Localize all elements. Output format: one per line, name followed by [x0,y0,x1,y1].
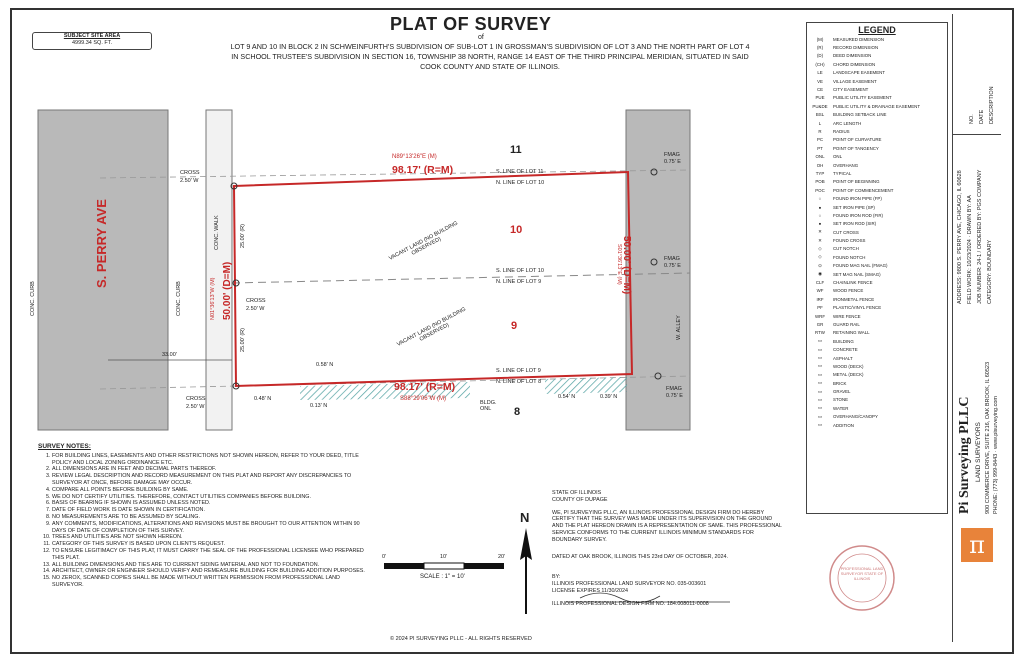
legend-symbol: ▭ [817,405,823,411]
info-line-4: CATEGORY: BOUNDARY [987,239,993,304]
legend-label: WIRE FENCE [833,313,861,319]
legend-label: FOUND IRON PIPE (FP) [833,196,882,202]
legend-label: RETAINING WALL [833,330,870,336]
legend-label: CUT CROSS [833,229,859,235]
legend-label: POINT OF COMMENCEMENT [833,187,894,193]
fmag-se-label: FMAG [666,386,682,392]
revision-description: DESCRIPTION [989,86,995,124]
legend-symbol: WRF [815,313,825,319]
legend-symbol: ◉ [818,271,822,277]
legend-symbol: BSL [815,112,825,118]
copyright: © 2024 PI SURVEYING PLLC - ALL RIGHTS RESERVED [390,636,532,642]
note-item: 5. WE DO NOT CERTIFY UTILITIES. THEREFORE, CONTACT UTILITIES COMPANIES BEFORE BUILDING. [52,494,368,501]
scale-tick-10: 10' [440,554,448,560]
legend-label: VILLAGE EASEMENT [833,78,877,84]
legend-label: GUARD RAIL [833,321,860,327]
legend-symbol: ● [818,204,822,210]
legend-item [807,211,947,219]
legend-item [807,178,947,186]
cert-license-exp: LICENSE EXPIRES 11/30/2024 [552,587,629,594]
cross-nw-label: CROSS [180,170,200,176]
legend-item [807,94,947,102]
scale-bar-black [384,563,424,569]
company-subtitle: LAND SURVEYORS [975,422,982,482]
walk-label: CONC. WALK [214,215,220,250]
s-line-lot-10: S. LINE OF LOT 10 [496,268,544,274]
legend-symbol: PF [817,305,823,311]
legend-symbol: PC [816,137,824,143]
s-line-lot-9: S. LINE OF LOT 9 [496,368,541,374]
offset-054: 0.54' N [558,394,576,400]
legend-symbol: PT [817,145,823,151]
west-distance: 50.00' (D=M) [222,261,233,320]
legend-label: FOUND CROSS [833,238,866,244]
legend-item [807,404,947,412]
seal-text: PROFESSIONAL LAND SURVEYOR STATE OF ILLINOIS [840,566,884,581]
info-line-2: FIELD WORK: 10/23/2024 · DRAWN BY: AA [967,195,973,304]
dim-25-lower: 25.00' (R) [240,328,246,352]
scale-tick-20: 20' [498,554,506,560]
legend-item [807,203,947,211]
legend-symbol: POB [815,179,825,185]
legend-label: SET IRON PIPE (SP) [833,204,875,210]
legend-item [807,35,947,43]
north-label: N [520,510,530,525]
cert-state: STATE OF ILLINOIS [552,490,602,496]
legend-symbol: ○ [818,196,822,202]
legend-item [807,102,947,110]
legend-symbol: ▭ [817,422,823,428]
legend-label: POINT OF TANGENCY [833,145,879,151]
legend-label: FOUND IRON ROD (FIR) [833,212,883,218]
legend-item [807,278,947,286]
legend-symbol: ▭ [817,346,823,352]
cert-by: BY: [552,574,561,581]
curb-right-label: CONC. CURB [176,281,182,316]
legend-label: POINT OF CURVATURE [833,137,882,143]
legend-item [807,60,947,68]
legend-symbol: CLF [815,280,825,286]
legend-symbol: POC [815,187,825,193]
lot-9-label: 9 [511,320,518,332]
note-item: 9. ANY COMMENTS, MODIFICATIONS, ALTERATIONS AND REVISIONS MUST BE BROUGHT TO OUR ATTENTION WITHIN 90 DAYS OF DATE OF COMPLETION OF THIS SURVEY. [52,521,368,535]
legend-item [807,337,947,345]
legend-item [807,354,947,362]
alley-label: W. ALLEY [676,315,682,340]
note-item: 4. COMPARE ALL POINTS BEFORE BUILDING BY SAME. [52,487,368,494]
road-dimension: 33.00' [162,352,177,358]
legend-item [807,194,947,202]
cross-nw-offset: 2.50' W [180,178,199,184]
legend-symbol: (CH) [815,61,825,67]
company-phone: PHONE: (773) 999-8443 · www.pisurveying.com [993,396,999,514]
legend-symbol: ◇ [818,245,822,251]
certification-block [552,490,782,608]
legend-item [807,111,947,119]
legend-item [807,228,947,236]
legend-symbol: ▭ [817,396,823,402]
note-item: 15. NO ZEROX, SCANNED COPIES SHALL BE MADE WITHOUT WRITTEN PERMISSION FROM PROFESSIONAL LAND SURVEYOR. [52,575,368,589]
legend-symbol: RTW [815,330,825,336]
fmag-e-label: FMAG [664,256,680,262]
legend-symbol: GR [816,321,824,327]
legend-symbol: ▭ [817,413,823,419]
legend-label: WOOD (DECK) [833,363,864,369]
legend-item [807,236,947,244]
legend-item [807,161,947,169]
encroachment-east [545,377,627,394]
legend-label: OVERHANG/CANOPY [833,414,878,420]
legend-label: BUILDING SETBACK LINE [833,112,887,118]
legend-label: BUILDING [833,338,854,344]
legend-label: GRAVEL [833,389,851,395]
legend-label: OVERHANG [833,162,859,168]
legend-symbol: ▭ [817,371,823,377]
offset-048: 0.48' N [254,396,272,402]
legend-symbol: ● [818,221,822,227]
legend-label: FOUND NOTCH [833,254,866,260]
note-item: 6. BASIS OF BEARING IF SHOWN IS ASSUMED UNLESS NOTED. [52,500,368,507]
revision-no: NO. [969,114,975,124]
bldg-onl: BLDG. ONL [480,400,497,412]
legend-symbol: IRF [816,296,824,302]
legend-label: CITY EASEMENT [833,87,869,93]
legend-item [807,169,947,177]
legend-label: PLASTIC/VINYL FENCE [833,305,882,311]
s-line-lot-11: S. LINE OF LOT 11 [496,169,544,175]
info-line-1: ADDRESS: 9800 S. PERRY AVE, CHICAGO, IL 60628 [957,170,963,304]
legend-symbol: CE [816,87,824,93]
site-area-value: 4999.34 SQ. FT. [71,40,113,46]
legend-symbol: ○ [818,212,822,218]
legend-item [807,77,947,85]
note-item: 10. TREES AND UTILITIES ARE NOT SHOWN HEREON. [52,534,368,541]
revision-date: DATE [979,109,985,124]
legend-label: WOOD FENCE [833,288,864,294]
legend-symbol: ▭ [817,388,823,394]
notes-heading: SURVEY NOTES: [38,443,91,450]
east-distance: 50.00' (D=M) [621,236,632,295]
legend-label: STONE [833,397,849,403]
legend-item [807,413,947,421]
legend-symbol: ◇ [818,254,822,260]
vacant-land-9: VACANT LAND (NO BUILDING OBSERVED) [396,306,468,348]
legend-label: DEED DIMENSION [833,53,872,59]
legend-label: PUBLIC UTILITY & DRAINAGE EASEMENT [833,103,921,109]
note-item: 13. ALL BUILDING DIMENSIONS AND TIES ARE TO CURRENT SIDING MATERIAL AND NOT TO FOUNDATION. [52,562,368,569]
alley-pavement [626,110,690,430]
legend-item [807,69,947,77]
legend-item [807,262,947,270]
legend-item [807,245,947,253]
legend-item [807,387,947,395]
legend-item [807,396,947,404]
legend-item [807,379,947,387]
lot-10-label: 10 [510,224,523,236]
legend-item [807,320,947,328]
legend-item [807,127,947,135]
legend-label: PUBLIC UTILITY EASEMENT [833,95,892,101]
legend-item [807,421,947,429]
legend-label: CONCRETE [833,347,858,353]
legend-symbol: ✕ [818,237,822,243]
legend-symbol: ONL [815,154,825,160]
legend-label: ADDITION [833,422,854,428]
site-area-label: SUBJECT SITE AREA [63,33,121,39]
legend-label: ASPHALT [833,355,853,361]
legend-label: FOUND MAG NAIL (FMAG) [833,263,888,269]
fmag-ne-offset: 0.75' E [664,159,681,165]
legend-symbol: (R) [816,45,824,51]
cert-body: WE, PI SURVEYING PLLC, AN ILLINOIS PROFESSIONAL DESIGN FIRM DO HEREBY CERTIFY THAT THE SURVEY WAS MADE UNDER ITS SUPERVISION ON THE GROUND AND THE PLAT HEREON DRAWN IS A REPRESENTATION OF SAME. THIS PROFESSIONAL SERVICE CONFORMS TO THE CURRENT ILLINOIS MINIMUM STANDARDS FOR BOUNDARY SURVEY. [552,509,782,543]
company-logo [961,528,993,562]
legend-item [807,295,947,303]
lot-8-label: 8 [514,406,521,418]
legend-item [807,152,947,160]
legend-symbol: LE [817,70,823,76]
legend-item [807,312,947,320]
legend-item [807,345,947,353]
legend-item [807,186,947,194]
legend-symbol: ▭ [817,380,823,386]
notes-list [38,453,368,589]
legend-title: LEGEND [858,25,896,35]
legend-item [807,304,947,312]
fmag-e-offset: 0.75' E [664,263,681,269]
legend-symbol: PU&DE [812,103,828,109]
note-item: 8. NO MEASUREMENTS ARE TO BE ASSUMED BY SCALING. [52,514,368,521]
legend-label: BRICK [833,380,847,386]
legend-item [807,136,947,144]
legend-label: CHORD DIMENSION [833,61,876,67]
legend-symbol: L [818,120,822,126]
legend-label: MEASURED DIMENSION [833,36,884,42]
note-item: 12. TO ENSURE LEGITIMACY OF THIS PLAT, IT MUST CARRY THE SEAL OF THE PROFESSIONAL LICENSEE WHO PREPARED THIS PLAT. [52,548,368,562]
note-item: 7. DATE OF FIELD WORK IS DATE SHOWN IN CERTIFICATION. [52,507,368,514]
north-distance: 98.17' (R=M) [392,164,454,176]
note-item: 1. FOR BUILDING LINES, EASEMENTS AND OTHER RESTRICTIONS NOT SHOWN HEREON, REFER TO YOUR DEED, TITLE POLICY AND LOCAL ZONING ORDINANCE ETC. [52,453,368,467]
dim-25-upper: 25.00' (R) [240,224,246,248]
legend-symbol: ✕ [818,229,822,235]
cert-firm-no: ILLINOIS PROFESSIONAL DESIGN FIRM NO. 184.008011-0008 [552,600,709,607]
legend-label: RECORD DIMENSION [833,45,879,51]
fmag-ne-label: FMAG [664,152,680,158]
legend-label: POINT OF BEGINNING [833,179,880,185]
legend-item [807,371,947,379]
n-line-lot-10: N. LINE OF LOT 10 [496,180,545,186]
legend-label: LANDSCAPE EASEMENT [833,70,885,76]
legend-item [807,329,947,337]
legend-symbol: ▭ [817,355,823,361]
legend-symbol: OH [816,162,824,168]
legend-item [807,362,947,370]
scale-bar-white [424,563,464,569]
legend-item [807,52,947,60]
note-item: 3. REVIEW LEGAL DESCRIPTION AND RECORD MEASUREMENT ON THIS PLAT AND REPORT ANY DISCREPANCIES TO SURVEYOR AT ONCE, BEFORE DAMAGE MAY OCCUR. [52,473,368,487]
legend-label: CUT NOTCH [833,246,859,252]
legend-symbol: ▭ [817,338,823,344]
cross-mid-offset: 2.50' W [246,306,265,312]
vacant-land-10: VACANT LAND (NO BUILDING OBSERVED) [388,220,460,262]
n-line-lot-9: N. LINE OF LOT 9 [496,279,542,285]
n-line-lot-8: N. LINE OF LOT 8 [496,379,542,385]
legend-item [807,270,947,278]
company-address: 900 COMMERCE DRIVE, SUITE 216, OAK BROOK, IL 60523 [985,361,991,514]
note-item: 2. ALL DIMENSIONS ARE IN FEET AND DECIMAL PARTS THEREOF. [52,466,368,473]
legend-symbol: (D) [816,53,824,59]
legend-symbol: (M) [816,36,824,42]
cert-surveyor-no: ILLINOIS PROFESSIONAL LAND SURVEYOR NO. 035-003601 [552,581,707,588]
legend-item [807,287,947,295]
legend-item [807,85,947,93]
scale-bar-black-2 [464,563,504,569]
legend-symbol: PUE [815,95,825,101]
fmag-se-offset: 0.75' E [666,393,683,399]
legend [806,22,948,514]
legend-item [807,119,947,127]
legend-label: SET MAG NAIL (SMAG) [833,271,881,277]
south-distance: 98.17' (R=M) [394,381,456,393]
west-bearing: N01°36'13"W (M) [210,277,216,320]
legend-label: ARC LENGTH [833,120,862,126]
legend-label: CHAINLINK FENCE [833,280,873,286]
title-of: of [478,34,484,41]
survey-notes [38,444,368,589]
pi-logo-icon: π [969,531,985,559]
south-bearing: S88°29'06"W (M) [400,396,447,402]
scale-label: SCALE : 1" = 10' [420,574,465,580]
legal-description: LOT 9 AND 10 IN BLOCK 2 IN SCHWEINFURTH'S SUBDIVISION OF SUB-LOT 1 IN GROSSMAN'S SUBDIVISION OF LOT 3 AND THE NORTH PART OF LOT 4 IN SCHOOL TRUSTEE'S SUBDIVISION IN SECTION 16, TOWNSHIP 38 NORTH, RANGE 14 EAST OF THE THIRD PRINCIPAL MERIDIAN, SITUATED IN SAID COOK COUNTY AND STATE OF ILLINOIS. [230,42,750,71]
legend-label: METAL (DECK) [833,372,864,378]
north-bearing: N89°13'26"E (M) [392,154,437,160]
note-item: 11. CATEGORY OF THIS SURVEY IS BASED UPON CLIENT'S REQUEST. [52,541,368,548]
title-block [952,14,1001,642]
legend-label: RADIUS [833,128,850,134]
legend-label: TYPICAL [833,170,852,176]
legend-item [807,43,947,51]
legend-symbol: VE [817,78,823,84]
north-arrow [520,528,532,560]
legend-symbol: TYP [815,170,825,176]
lot-11-label: 11 [510,144,522,156]
note-item: 14. ARCHITECT, OWNER OR ENGINEER SHOULD VERIFY AND REMEASURE BUILDING FOR BUILDING ADDITION PURPOSES. [52,568,368,575]
curb-left-label: CONC. CURB [30,281,36,316]
legend-symbol: ▭ [817,363,823,369]
offset-013: 0.13' N [310,403,328,409]
street-name: S. PERRY AVE [94,199,109,288]
offset-058: 0.58' N [316,362,334,368]
east-bearing: S01°36'13"E (M) [616,244,622,285]
scale-tick-0: 0' [382,554,387,560]
legend-item [807,144,947,152]
offset-039: 0.39' N [600,394,618,400]
page-title: PLAT OF SURVEY [390,14,552,34]
legend-label: WATER [833,405,849,411]
info-line-3: JOB NUMBER: 24-1 / ORDERED BY: PGS COMPANY [977,169,983,304]
cert-dated: DATED AT OAK BROOK, ILLINOIS THIS 23rd DAY OF OCTOBER, 2024. [552,553,729,560]
legend-label: ONL [833,154,843,160]
legend-symbol: WF [816,288,824,294]
legend-label: IRONMETAL FENCE [833,296,875,302]
legend-symbol: ⊙ [818,262,822,268]
cross-mid-label: CROSS [246,298,266,304]
legend-item [807,253,947,261]
legend-symbol: R [818,128,822,134]
cross-sw-label: CROSS [186,396,206,402]
legend-rows [807,35,947,429]
cross-sw-offset: 2.50' W [186,404,205,410]
cert-county: COUNTY OF DUPAGE [552,496,608,503]
legend-label: SET IRON ROD (SIR) [833,221,877,227]
legend-item [807,220,947,228]
company-name: Pi Surveying PLLC [957,396,972,514]
